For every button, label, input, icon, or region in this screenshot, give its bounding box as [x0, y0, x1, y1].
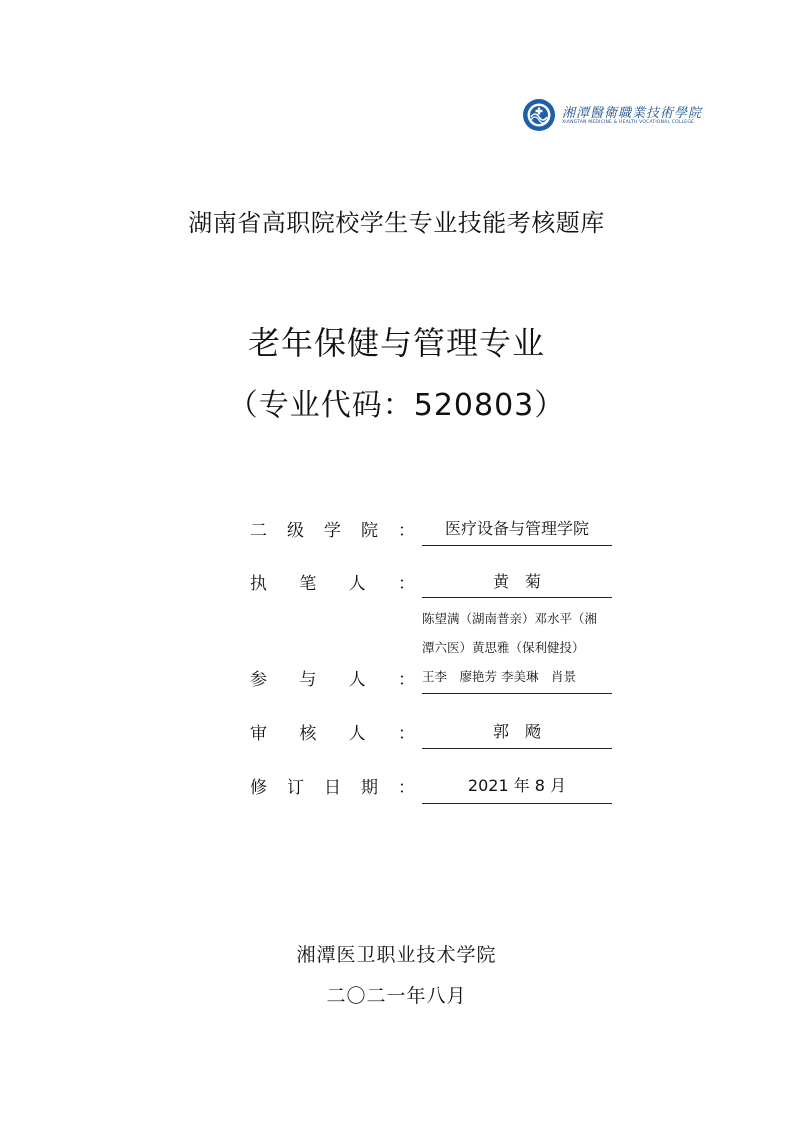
participants-line: 王李 廖艳芳 李美琳 肖景: [422, 669, 576, 684]
college-logo: [522, 98, 703, 134]
college-value: 医疗设备与管理学院: [444, 519, 589, 538]
revision-date-underline: [422, 803, 612, 804]
college-label: 二 级 学 院 ：: [250, 521, 415, 541]
reviewer-label: 审 核 人 ：: [250, 724, 415, 744]
participants-line: 潭六医）黄思雅（保利健投）: [422, 640, 585, 655]
participants-line: 陈望满（湖南普亲）邓水平（湘: [422, 611, 598, 626]
logo-name-en: XIANGTAN MEDICINE & HEALTH VOCATIONAL COLLEGE: [562, 120, 695, 125]
revision-date-label: 修 订 日 期 ：: [250, 778, 415, 798]
revision-date-value: 2021 年 8 月: [467, 776, 567, 795]
author-label: 执 笔 人 ：: [250, 574, 415, 594]
footer-date: 二〇二一年八月: [326, 985, 467, 1007]
reviewer-underline: [422, 748, 612, 749]
author-value: 黄 菊: [492, 572, 541, 591]
participants-label: 参 与 人 ：: [250, 670, 415, 690]
major-code: （专业代码：520803）: [227, 388, 566, 423]
major-title: 老年保健与管理专业: [247, 324, 545, 362]
college-seal-icon: [522, 98, 556, 132]
logo-name-cn: 湘潭醫衛職業技術學院: [562, 106, 703, 121]
question-bank-subtitle: 湖南省高职院校学生专业技能考核题库: [188, 209, 605, 237]
college-underline: [422, 545, 612, 546]
participants-underline: [422, 693, 612, 694]
footer-school: 湘潭医卫职业技术学院: [296, 944, 497, 966]
reviewer-value: 郭 飏: [492, 722, 541, 741]
participants-list: [422, 604, 612, 691]
author-underline: [422, 597, 612, 598]
